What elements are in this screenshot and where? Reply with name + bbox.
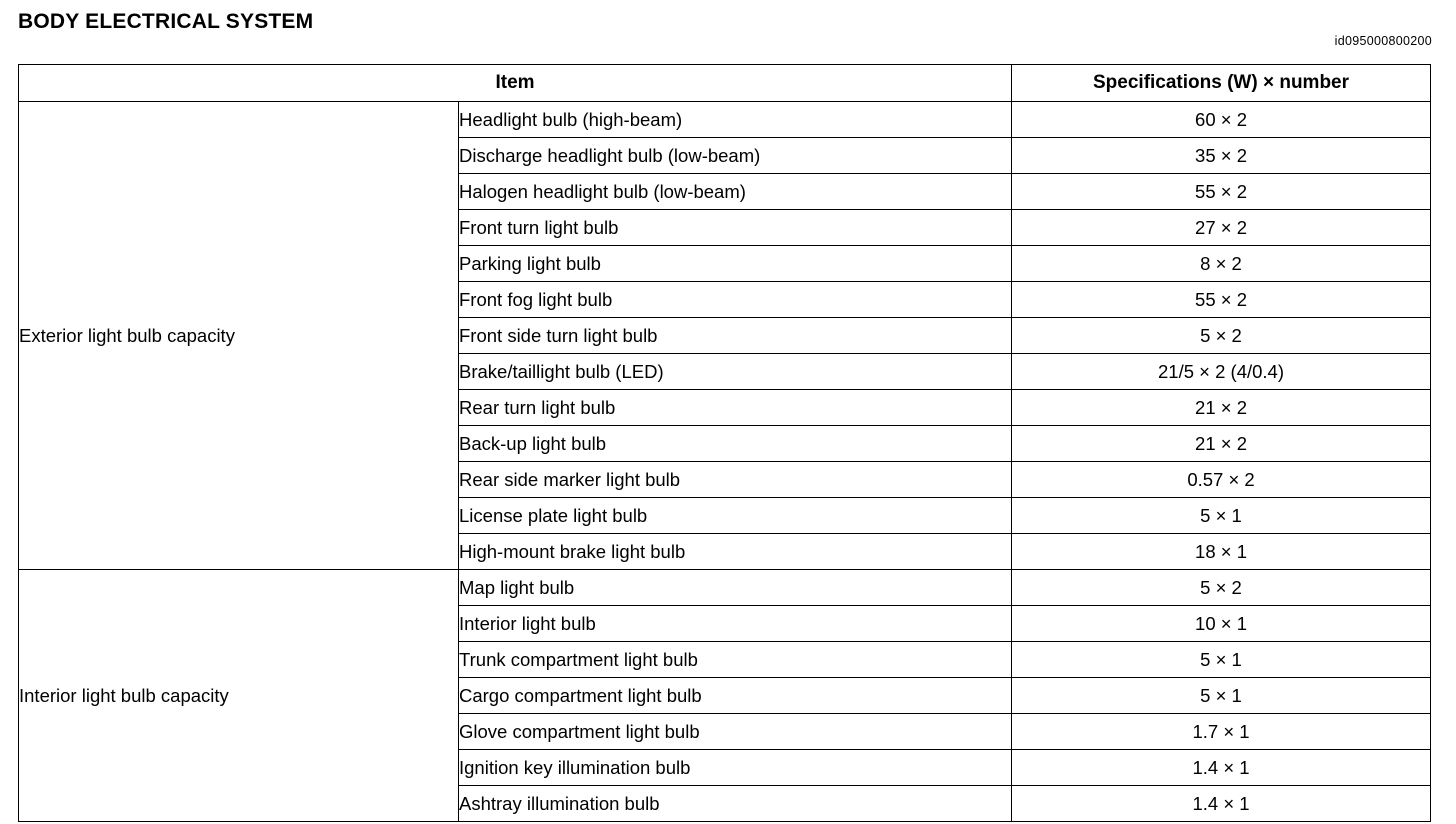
specification-cell: 10 × 1 (1012, 606, 1431, 642)
item-cell: Trunk compartment light bulb (459, 642, 1012, 678)
specification-cell: 1.7 × 1 (1012, 714, 1431, 750)
item-cell: Headlight bulb (high-beam) (459, 102, 1012, 138)
item-cell: Parking light bulb (459, 246, 1012, 282)
table-row (19, 102, 1431, 138)
specification-cell: 5 × 1 (1012, 678, 1431, 714)
column-header-item: Item (19, 65, 1012, 102)
item-cell: Cargo compartment light bulb (459, 678, 1012, 714)
specification-cell: 5 × 1 (1012, 642, 1431, 678)
item-cell: Rear side marker light bulb (459, 462, 1012, 498)
item-cell: Glove compartment light bulb (459, 714, 1012, 750)
specification-cell: 1.4 × 1 (1012, 750, 1431, 786)
table-header-row (19, 65, 1431, 102)
item-cell: License plate light bulb (459, 498, 1012, 534)
item-cell: High-mount brake light bulb (459, 534, 1012, 570)
table-head (19, 65, 1431, 102)
specification-cell: 21 × 2 (1012, 426, 1431, 462)
specification-cell: 8 × 2 (1012, 246, 1431, 282)
specification-cell: 55 × 2 (1012, 282, 1431, 318)
specification-cell: 0.57 × 2 (1012, 462, 1431, 498)
specification-cell: 60 × 2 (1012, 102, 1431, 138)
specification-cell: 21 × 2 (1012, 390, 1431, 426)
specification-cell: 18 × 1 (1012, 534, 1431, 570)
specification-cell: 35 × 2 (1012, 138, 1431, 174)
specification-cell: 55 × 2 (1012, 174, 1431, 210)
item-cell: Brake/taillight bulb (LED) (459, 354, 1012, 390)
specification-cell: 5 × 2 (1012, 318, 1431, 354)
item-cell: Interior light bulb (459, 606, 1012, 642)
group-label-cell: Interior light bulb capacity (19, 570, 459, 822)
document-id: id095000800200 (1334, 34, 1432, 48)
specification-cell: 5 × 1 (1012, 498, 1431, 534)
table-row (19, 570, 1431, 606)
group-label-cell: Exterior light bulb capacity (19, 102, 459, 570)
item-cell: Halogen headlight bulb (low-beam) (459, 174, 1012, 210)
specification-cell: 5 × 2 (1012, 570, 1431, 606)
column-header-specifications: Specifications (W) × number (1012, 65, 1431, 102)
item-cell: Ashtray illumination bulb (459, 786, 1012, 822)
specifications-table (18, 64, 1431, 822)
specification-cell: 21/5 × 2 (4/0.4) (1012, 354, 1431, 390)
item-cell: Front turn light bulb (459, 210, 1012, 246)
item-cell: Front side turn light bulb (459, 318, 1012, 354)
specification-cell: 27 × 2 (1012, 210, 1431, 246)
item-cell: Back-up light bulb (459, 426, 1012, 462)
table-body (19, 102, 1431, 822)
item-cell: Discharge headlight bulb (low-beam) (459, 138, 1012, 174)
item-cell: Rear turn light bulb (459, 390, 1012, 426)
specification-cell: 1.4 × 1 (1012, 786, 1431, 822)
item-cell: Ignition key illumination bulb (459, 750, 1012, 786)
item-cell: Map light bulb (459, 570, 1012, 606)
item-cell: Front fog light bulb (459, 282, 1012, 318)
page-title: BODY ELECTRICAL SYSTEM (18, 10, 314, 33)
